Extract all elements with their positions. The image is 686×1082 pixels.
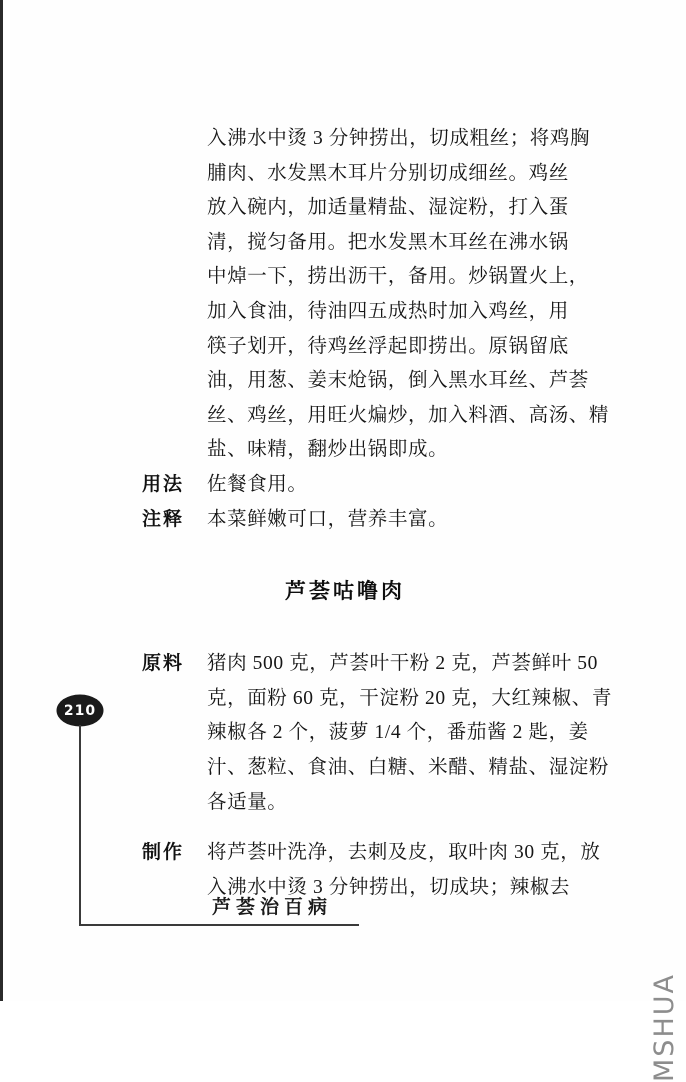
body-line: 油，用葱、姜末炝锅，倒入黑水耳丝、芦荟 [207,370,589,392]
field-row-notes [142,503,594,538]
method-continuation-paragraph [142,122,610,468]
body-line: 辣椒各 2 个，菠萝 1/4 个，番茄酱 2 匙，姜 [207,722,589,744]
field-label: 注释 [142,508,185,530]
body-line: 放入碗内，加适量精盐、湿淀粉，打入蛋 [207,197,569,219]
recipe-title: 芦荟咕噜肉 [285,579,405,604]
body-line: 清，搅匀备用。把水发黑木耳丝在沸水锅 [207,231,569,253]
field-label: 制作 [142,842,185,864]
scan-edge-left [0,0,3,1001]
page-number-stem-rule [79,725,81,925]
field-label: 原料 [142,653,185,675]
field-label: 用法 [142,473,185,495]
body-line: 本菜鲜嫩可口，营养丰富。 [207,508,449,530]
body-line: 盐、味精，翻炒出锅即成。 [207,439,449,461]
field-row-ingredients [142,647,613,820]
body-line: 筷子划开，待鸡丝浮起即捞出。原锅留底 [207,335,569,357]
field-body [207,503,594,538]
body-line: 将芦荟叶洗净，去刺及皮，取叶肉 30 克，放 [207,842,601,864]
spacer [142,605,594,647]
body-line: 克，面粉 60 克，干淀粉 20 克，大红辣椒、青 [207,687,613,709]
field-body [207,468,594,503]
body-line: 汁、葱粒、食油、白糖、米醋、精盐、湿淀粉 [207,756,610,778]
body-line: 脯肉、水发黑木耳片分别切成细丝。鸡丝 [207,162,569,184]
field-body [207,647,612,820]
body-line: 入沸水中烫 3 分钟捞出，切成块；辣椒去 [207,876,571,898]
body-line: 加入食油，待油四五成热时加入鸡丝，用 [207,300,569,322]
page-number-badge: 210 [58,696,102,725]
body-line: 佐餐食用。 [207,473,308,495]
body-line: 丝、鸡丝，用旺火煸炒，加入料酒、高汤、精 [207,404,610,426]
spacer [142,820,594,836]
footer-book-title-text: 芦荟治百病 [212,896,333,918]
body-line: 入沸水中烫 3 分钟捞出，切成粗丝；将鸡胸 [207,128,591,149]
footer-book-title [212,896,412,931]
body-line: 各适量。 [207,791,288,813]
watermark: MSHUA [649,973,680,1082]
body-line: 中焯一下，捞出沥干，备用。炒锅置火上， [207,266,589,288]
body-line: 猪肉 500 克，芦荟叶干粉 2 克，芦荟鲜叶 50 [207,653,598,675]
field-row-usage [142,468,594,503]
page-text-column [142,122,613,905]
